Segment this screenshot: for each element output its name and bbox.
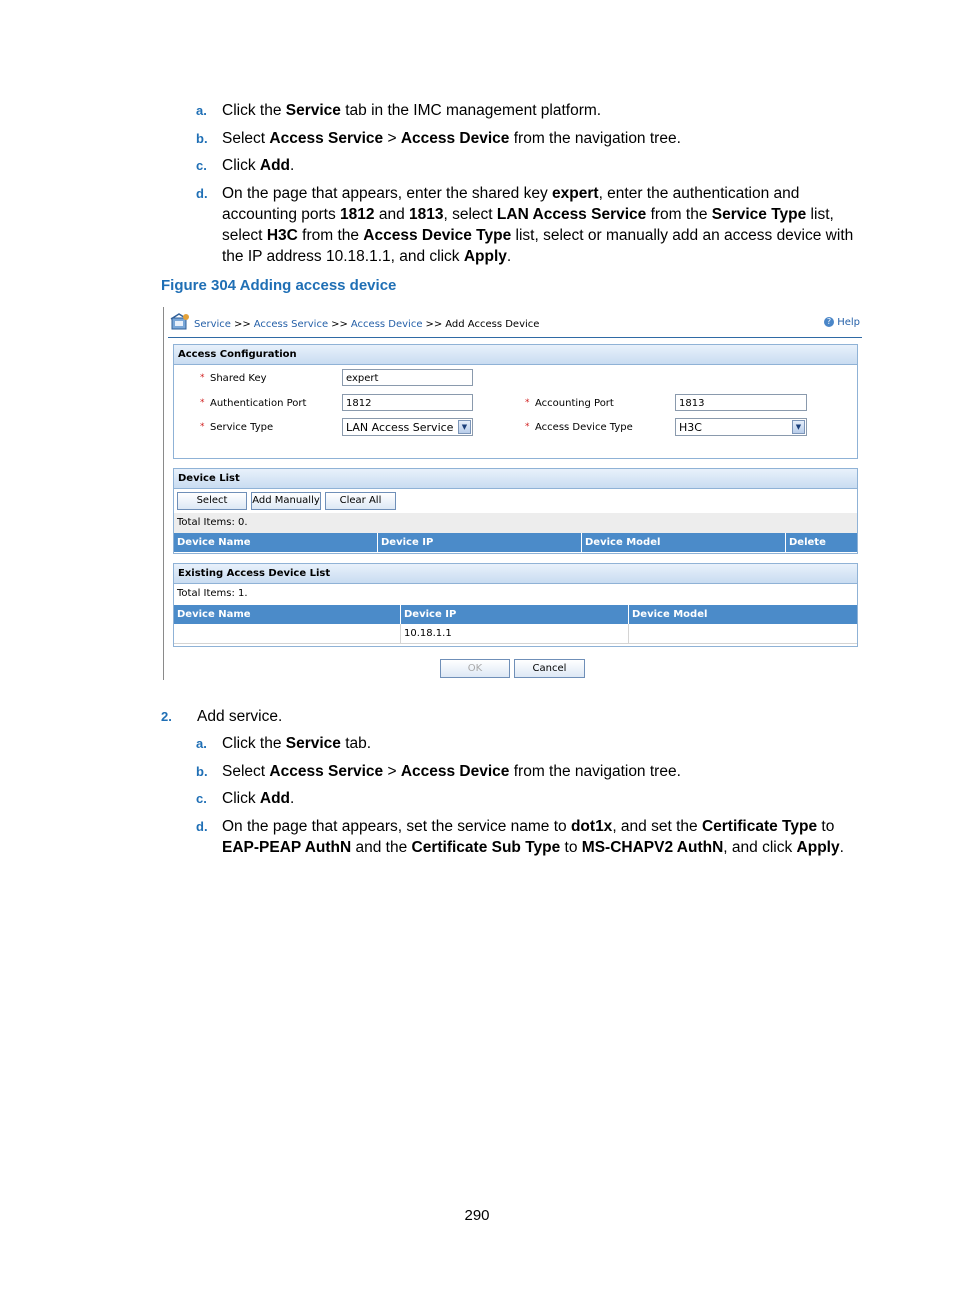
step-d2: [196, 816, 872, 858]
step-label: d.: [196, 186, 208, 201]
service-type-select[interactable]: [342, 418, 473, 436]
step-label: a.: [196, 103, 207, 118]
step-b1: [196, 128, 872, 149]
col-device-name[interactable]: Device Name: [174, 533, 378, 552]
col-device-ip[interactable]: Device IP: [401, 605, 629, 624]
step-text: Click the Service tab in the IMC management platform.: [222, 102, 602, 119]
step-text: Click Add.: [222, 157, 295, 174]
step-a1: [196, 100, 872, 121]
breadcrumb: [194, 319, 539, 330]
access-configuration-panel: [173, 344, 858, 459]
ok-button[interactable]: OK: [440, 659, 510, 678]
col-device-ip[interactable]: Device IP: [378, 533, 582, 552]
col-device-name[interactable]: Device Name: [174, 605, 401, 624]
device-list-panel: [173, 468, 858, 554]
acct-port-input[interactable]: 1813: [675, 394, 807, 411]
existing-device-list-panel: [173, 563, 858, 647]
total-items: Total Items: 1.: [174, 584, 857, 604]
col-delete[interactable]: Delete: [789, 537, 826, 548]
cell-device-ip: 10.18.1.1: [401, 624, 629, 644]
step-text: On the page that appears, enter the shared key expert, enter the authentication and accounting ports 1812 and 1813, select LAN Access Service from the Service Type list, select H3C from the Access Device Type list, select or manually add an access device with the IP address 10.18.1.1, and click Apply.: [222, 185, 854, 265]
clear-all-button[interactable]: Clear All: [325, 492, 396, 510]
auth-port-input[interactable]: 1812: [342, 394, 473, 411]
breadcrumb-access-device[interactable]: Access Device: [350, 319, 423, 330]
breadcrumb-separator: >>: [425, 319, 443, 330]
step-text: Select Access Service > Access Device from the navigation tree.: [222, 130, 681, 147]
step-text: Select Access Service > Access Device from the navigation tree.: [222, 763, 681, 780]
required-mark: *: [200, 398, 205, 408]
auth-port-label: Authentication Port: [210, 398, 307, 409]
breadcrumb-service[interactable]: Service: [194, 319, 231, 330]
chevron-down-icon[interactable]: ▼: [458, 420, 471, 434]
required-mark: *: [200, 373, 205, 383]
cell-device-model: [629, 624, 857, 644]
step-text: Click the Service tab.: [222, 735, 372, 752]
step-label: b.: [196, 131, 208, 146]
help-icon: ?: [824, 317, 834, 327]
shared-key-label: Shared Key: [210, 373, 267, 384]
step-2: [161, 706, 847, 727]
step-label: c.: [196, 158, 207, 173]
imc-screenshot: [163, 307, 863, 680]
breadcrumb-separator: >>: [331, 319, 348, 330]
cancel-button[interactable]: Cancel: [514, 659, 585, 678]
breadcrumb-current: Add Access Device: [445, 319, 540, 330]
panel-title: Device List: [174, 469, 857, 489]
acct-port-label: Accounting Port: [535, 398, 614, 409]
select-button[interactable]: Select: [177, 492, 247, 510]
step-label: b.: [196, 764, 208, 779]
existing-list-header: [174, 605, 857, 624]
shared-key-input[interactable]: expert: [342, 369, 473, 386]
page-number: 290: [464, 1207, 490, 1224]
step-d1: [196, 183, 872, 267]
step-label: 2.: [161, 709, 172, 724]
add-manually-button[interactable]: Add Manually: [251, 492, 321, 510]
step-b2: [196, 761, 872, 782]
col-device-model[interactable]: Device Model: [632, 609, 708, 620]
step-label: d.: [196, 819, 208, 834]
cell-device-name: [174, 624, 401, 644]
device-type-label: Access Device Type: [535, 422, 633, 433]
service-type-value: LAN Access Service: [346, 421, 454, 434]
service-icon: [170, 313, 190, 331]
device-type-value: H3C: [679, 421, 702, 434]
step-text: On the page that appears, set the service name to dot1x, and set the Certificate Type to EAP-PEAP AuthN and the Certificate Sub Type to MS-CHAPV2 AuthN, and click Apply.: [222, 818, 844, 856]
device-list-header: [174, 533, 857, 552]
panel-title: Existing Access Device List: [174, 564, 857, 584]
required-mark: *: [525, 398, 530, 408]
device-type-select[interactable]: [675, 418, 807, 436]
step-c2: [196, 788, 872, 809]
service-type-label: Service Type: [210, 422, 274, 433]
panel-title: Access Configuration: [174, 345, 857, 365]
total-items: Total Items: 0.: [174, 513, 857, 533]
help-link[interactable]: [824, 317, 860, 328]
required-mark: *: [200, 422, 205, 432]
required-mark: *: [525, 422, 530, 432]
step-label: a.: [196, 736, 207, 751]
step-label: c.: [196, 791, 207, 806]
chevron-down-icon[interactable]: ▼: [792, 420, 805, 434]
step-a2: [196, 733, 872, 754]
step-text: Click Add.: [222, 790, 295, 807]
col-device-model[interactable]: Device Model: [582, 533, 786, 552]
figure-caption: Figure 304 Adding access device: [161, 277, 397, 294]
table-row[interactable]: [174, 624, 857, 645]
help-label: Help: [837, 317, 860, 328]
breadcrumb-access-service[interactable]: Access Service: [253, 319, 329, 330]
step-text: Add service.: [197, 708, 283, 725]
step-c1: [196, 155, 872, 176]
breadcrumb-separator: >>: [233, 319, 251, 330]
breadcrumb-bar: [168, 310, 862, 338]
